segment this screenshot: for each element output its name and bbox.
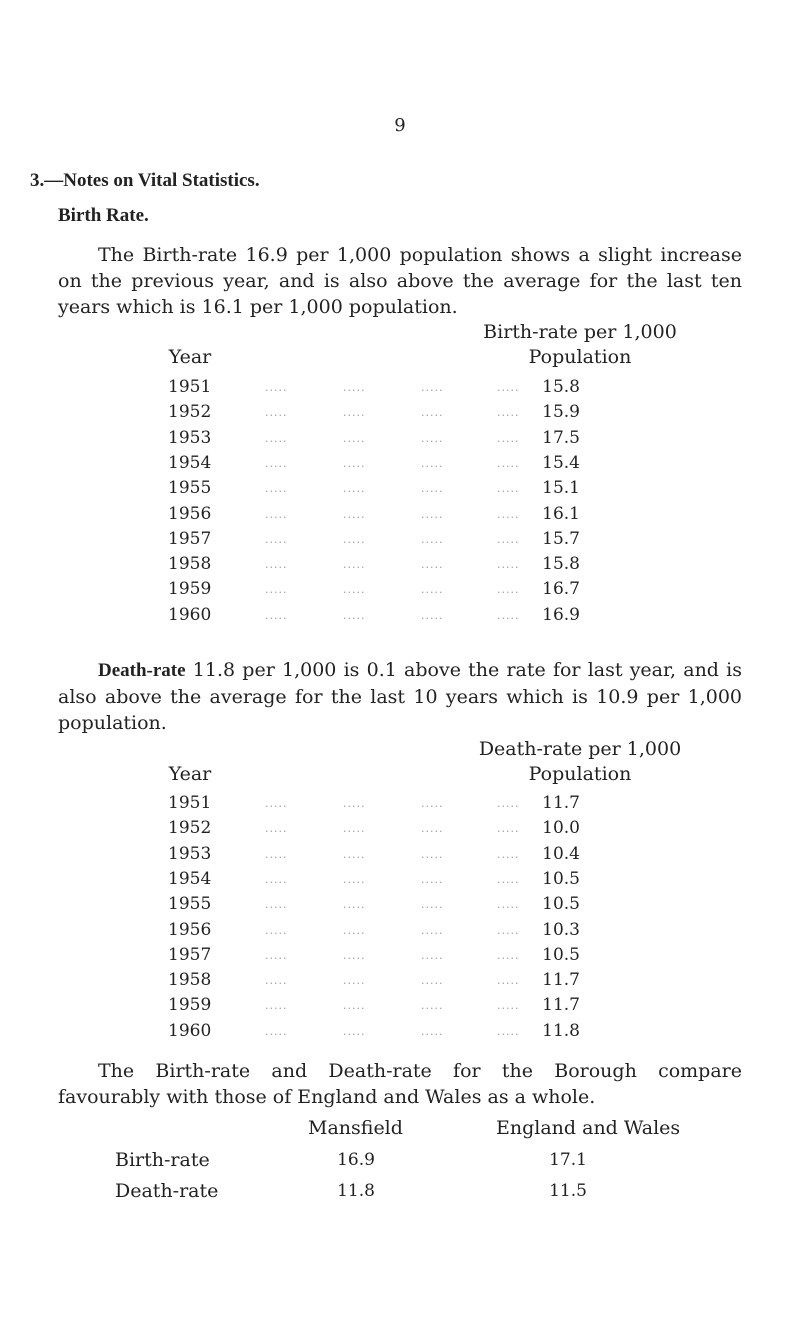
leader-dots: .....	[265, 406, 288, 420]
england-birth-rate: 17.1	[549, 1150, 587, 1170]
leader-dots: .....	[421, 431, 444, 445]
table-row	[0, 793, 800, 819]
table-row	[0, 869, 800, 895]
leader-dots: .....	[421, 456, 444, 470]
comparison-paragraph: The Birth-rate and Death-rate for the Borough compare favourably with those of England and Wales as a whole.	[58, 1060, 742, 1108]
leader-dots: .....	[343, 1024, 366, 1038]
year-cell: 1960	[168, 604, 212, 625]
leader-dots: .....	[265, 532, 288, 546]
rate-value-cell: 10.5	[542, 944, 580, 965]
death-rate-lead: Death-rate	[98, 660, 186, 681]
leader-dots: .....	[343, 872, 366, 886]
rate-value-cell: 15.8	[542, 377, 580, 397]
table-row	[0, 844, 800, 870]
leader-dots: .....	[497, 482, 520, 496]
leader-dots: .....	[421, 482, 444, 496]
rate-value-cell: 15.1	[542, 478, 580, 499]
leader-dots: .....	[343, 406, 366, 420]
leader-dots: .....	[421, 558, 444, 572]
leader-dots: .....	[497, 558, 520, 572]
leader-dots: .....	[497, 898, 520, 912]
leader-dots: .....	[421, 608, 444, 622]
rate-value-cell: 15.8	[542, 554, 580, 575]
mansfield-birth-rate: 16.9	[337, 1150, 375, 1170]
leader-dots: .....	[265, 1024, 288, 1038]
table-row	[0, 453, 800, 479]
leader-dots: .....	[343, 431, 366, 445]
leader-dots: .....	[343, 532, 366, 546]
leader-dots: .....	[421, 1024, 444, 1038]
year-cell: 1951	[168, 793, 212, 813]
birth-rate-paragraph: The Birth-rate 16.9 per 1,000 population shows a slight increase on the previous year, and is also above the average for the last ten years which is 16.1 per 1,000 population.	[58, 244, 742, 318]
birth-population-column-header: Population	[528, 346, 632, 368]
leader-dots: .....	[265, 872, 288, 886]
leader-dots: .....	[497, 974, 520, 988]
leader-dots: .....	[343, 822, 366, 836]
rate-value-cell: 11.7	[542, 970, 580, 991]
leader-dots: .....	[343, 999, 366, 1013]
leader-dots: .....	[265, 558, 288, 572]
leader-dots: .....	[343, 923, 366, 937]
leader-dots: .....	[265, 974, 288, 988]
leader-dots: .....	[343, 558, 366, 572]
leader-dots: .....	[265, 898, 288, 912]
year-cell: 1954	[168, 868, 212, 889]
rate-value-cell: 10.4	[542, 843, 580, 864]
leader-dots: .....	[343, 381, 366, 394]
table-row	[0, 579, 800, 605]
leader-dots: .....	[497, 822, 520, 836]
leader-dots: .....	[421, 583, 444, 597]
rate-value-cell: 16.9	[542, 604, 580, 625]
year-cell: 1951	[168, 377, 212, 397]
leader-dots: .....	[343, 583, 366, 597]
mansfield-death-rate: 11.8	[337, 1181, 375, 1201]
leader-dots: .....	[265, 923, 288, 937]
year-cell: 1957	[168, 528, 212, 549]
year-cell: 1954	[168, 452, 212, 473]
table-row	[0, 995, 800, 1021]
leader-dots: .....	[343, 974, 366, 988]
death-year-column-header: Year	[168, 763, 212, 785]
table-row	[0, 894, 800, 920]
leader-dots: .....	[343, 898, 366, 912]
leader-dots: .....	[421, 406, 444, 420]
leader-dots: .....	[265, 431, 288, 445]
death-rate-label: Death-rate	[115, 1180, 219, 1202]
rate-value-cell: 11.8	[542, 1020, 580, 1041]
table-row	[0, 504, 800, 530]
england-wales-column-header: England and Wales	[496, 1117, 681, 1139]
leader-dots: .....	[497, 948, 520, 962]
leader-dots: .....	[497, 507, 520, 521]
leader-dots: .....	[421, 822, 444, 836]
year-cell: 1952	[168, 818, 212, 839]
year-cell: 1957	[168, 944, 212, 965]
leader-dots: .....	[265, 948, 288, 962]
leader-dots: .....	[265, 507, 288, 521]
birth-rate-label: Birth-rate	[115, 1149, 210, 1171]
leader-dots: .....	[343, 797, 366, 810]
leader-dots: .....	[265, 797, 288, 810]
table-row	[0, 945, 800, 971]
leader-dots: .....	[497, 797, 520, 810]
table-row	[0, 1021, 800, 1047]
leader-dots: .....	[421, 847, 444, 861]
leader-dots: .....	[421, 999, 444, 1013]
leader-dots: .....	[265, 456, 288, 470]
leader-dots: .....	[421, 532, 444, 546]
birth-year-column-header: Year	[168, 346, 212, 368]
table-row	[0, 428, 800, 454]
leader-dots: .....	[421, 948, 444, 962]
leader-dots: .....	[497, 406, 520, 420]
rate-value-cell: 16.1	[542, 503, 580, 524]
table-row	[0, 605, 800, 631]
death-population-column-header: Population	[528, 763, 632, 785]
rate-value-cell: 15.7	[542, 528, 580, 549]
table-row	[0, 920, 800, 946]
rate-value-cell: 15.4	[542, 452, 580, 473]
leader-dots: .....	[343, 948, 366, 962]
leader-dots: .....	[497, 583, 520, 597]
table-row	[0, 529, 800, 555]
birth-rate-column-header: Birth-rate per 1,000	[483, 321, 677, 343]
leader-dots: .....	[497, 872, 520, 886]
leader-dots: .....	[265, 999, 288, 1013]
leader-dots: .....	[497, 847, 520, 861]
leader-dots: .....	[343, 608, 366, 622]
year-cell: 1952	[168, 402, 212, 423]
rate-value-cell: 17.5	[542, 427, 580, 448]
table-row	[0, 402, 800, 428]
leader-dots: .....	[497, 456, 520, 470]
year-cell: 1953	[168, 843, 212, 864]
table-row	[0, 478, 800, 504]
year-cell: 1956	[168, 919, 212, 940]
england-death-rate: 11.5	[549, 1181, 587, 1201]
death-rate-column-header: Death-rate per 1,000	[478, 738, 682, 760]
section-heading: 3.—Notes on Vital Statistics.	[30, 170, 260, 191]
year-cell: 1958	[168, 554, 212, 575]
leader-dots: .....	[497, 431, 520, 445]
leader-dots: .....	[497, 532, 520, 546]
leader-dots: .....	[343, 847, 366, 861]
leader-dots: .....	[497, 999, 520, 1013]
year-cell: 1958	[168, 970, 212, 991]
rate-value-cell: 11.7	[542, 995, 580, 1016]
rate-value-cell: 10.3	[542, 919, 580, 940]
leader-dots: .....	[421, 898, 444, 912]
rate-value-cell: 10.0	[542, 818, 580, 839]
death-rate-paragraph-text: 11.8 per 1,000 is 0.1 above the rate for last year, and is also above the average for the last 10 years which is 10.9 per 1,000 population.	[58, 659, 742, 734]
leader-dots: .....	[497, 381, 520, 394]
leader-dots: .....	[343, 482, 366, 496]
table-row	[0, 554, 800, 580]
rate-value-cell: 16.7	[542, 579, 580, 600]
leader-dots: .....	[421, 797, 444, 810]
rate-value-cell: 10.5	[542, 894, 580, 915]
year-cell: 1953	[168, 427, 212, 448]
leader-dots: .....	[343, 507, 366, 521]
death-rate-paragraph	[58, 657, 742, 736]
leader-dots: .....	[421, 974, 444, 988]
year-cell: 1960	[168, 1020, 212, 1041]
year-cell: 1955	[168, 478, 212, 499]
table-row	[0, 818, 800, 844]
rate-value-cell: 10.5	[542, 868, 580, 889]
rate-value-cell: 11.7	[542, 793, 580, 813]
mansfield-column-header: Mansfield	[308, 1117, 403, 1139]
leader-dots: .....	[497, 1024, 520, 1038]
leader-dots: .....	[421, 381, 444, 394]
leader-dots: .....	[265, 583, 288, 597]
year-cell: 1955	[168, 894, 212, 915]
leader-dots: .....	[265, 822, 288, 836]
rate-value-cell: 15.9	[542, 402, 580, 423]
leader-dots: .....	[421, 923, 444, 937]
leader-dots: .....	[265, 608, 288, 622]
year-cell: 1959	[168, 579, 212, 600]
leader-dots: .....	[421, 872, 444, 886]
leader-dots: .....	[265, 381, 288, 394]
leader-dots: .....	[265, 847, 288, 861]
year-cell: 1956	[168, 503, 212, 524]
year-cell: 1959	[168, 995, 212, 1016]
birth-rate-subheading: Birth Rate.	[58, 205, 149, 226]
leader-dots: .....	[421, 507, 444, 521]
table-row	[0, 377, 800, 403]
leader-dots: .....	[497, 923, 520, 937]
table-row	[0, 970, 800, 996]
leader-dots: .....	[265, 482, 288, 496]
leader-dots: .....	[343, 456, 366, 470]
page-number: 9	[394, 115, 406, 136]
leader-dots: .....	[497, 608, 520, 622]
